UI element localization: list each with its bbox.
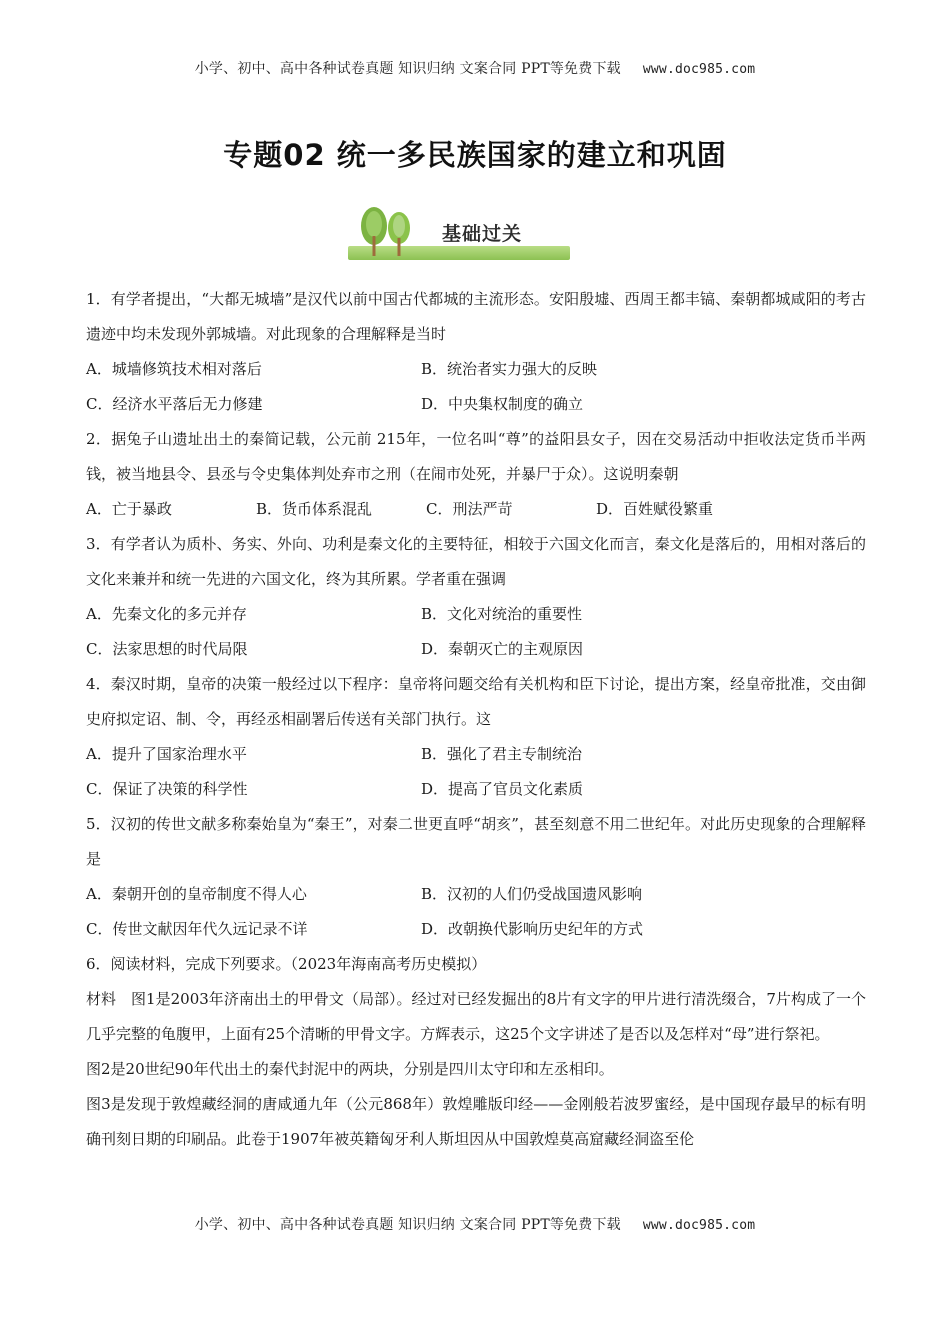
question-stem: 6．阅读材料，完成下列要求。（2023年海南高考历史模拟） (86, 955, 487, 973)
option-b[interactable]: B．汉初的人们仍受战国遗风影响 (421, 885, 643, 903)
question-stem: 4．秦汉时期，皇帝的决策一般经过以下程序：皇帝将问题交给有关机构和臣下讨论，提出方案，经皇帝批准，交由御史府拟定诏、制、令，再经丞相副署后传送有关部门执行。这 (86, 675, 866, 728)
page-footer (0, 1214, 950, 1234)
option-a[interactable]: A．亡于暴政 (86, 500, 172, 518)
option-d[interactable]: D．改朝换代影响历史纪年的方式 (421, 920, 644, 938)
tree-icon (352, 206, 440, 258)
question-stem: 2．据兔子山遗址出土的秦简记载，公元前 215年，一位名叫“尊”的益阳县女子，因在交易活动中拒收法定货币半两钱，被当地县令、县丞与令史集体判处弃市之刑（在闹市处死，并暴尸于众）。这说明秦朝 (86, 430, 866, 483)
question-6 (86, 947, 866, 1157)
question-3 (86, 527, 866, 667)
option-c[interactable]: C．法家思想的时代局限 (86, 640, 248, 658)
option-b[interactable]: B．文化对统治的重要性 (421, 605, 583, 623)
option-c[interactable]: C．传世文献因年代久远记录不详 (86, 920, 308, 938)
option-a[interactable]: A．提升了国家治理水平 (86, 745, 247, 763)
option-group (86, 352, 866, 422)
question-4 (86, 667, 866, 807)
material-paragraph: 材料 图1是2003年济南出土的甲骨文（局部）。经过对已经发掘出的8片有文字的甲片进行清洗缀合，7片构成了一个几乎完整的龟腹甲，上面有25个清晰的甲骨文字。方辉表示，这25个文字讲述了是否以及怎样对“母”进行祭祀。 (86, 990, 866, 1043)
option-group (86, 492, 866, 527)
page-title: 专题02 统一多民族国家的建立和巩固 (223, 138, 727, 172)
option-b[interactable]: B．货币体系混乱 (256, 500, 373, 518)
option-c[interactable]: C．保证了决策的科学性 (86, 780, 248, 798)
option-a[interactable]: A．城墙修筑技术相对落后 (86, 360, 262, 378)
option-d[interactable]: D．中央集权制度的确立 (421, 395, 584, 413)
option-group (86, 737, 866, 807)
banner-label: 基础过关 (442, 223, 523, 245)
header-url[interactable]: www.doc985.com (642, 62, 756, 77)
header-text: 小学、初中、高中各种试卷真题 知识归纳 文案合同 PPT等免费下载 (194, 61, 621, 77)
option-c[interactable]: C．经济水平落后无力修建 (86, 395, 263, 413)
question-stem: 5．汉初的传世文献多称秦始皇为“秦王”，对秦二世更直呼“胡亥”，甚至刻意不用二世纪年。对此历史现象的合理解释是 (86, 815, 866, 868)
option-b[interactable]: B．统治者实力强大的反映 (421, 360, 598, 378)
question-2 (86, 422, 866, 527)
page-header (0, 58, 950, 78)
option-a[interactable]: A．先秦文化的多元并存 (86, 605, 247, 623)
footer-url[interactable]: www.doc985.com (642, 1218, 756, 1233)
option-d[interactable]: D．百姓赋役繁重 (596, 500, 714, 518)
question-stem: 1．有学者提出，“大都无城墙”是汉代以前中国古代都城的主流形态。安阳殷墟、西周王都丰镐、秦朝都城咸阳的考古遗迹中均未发现外郭城墙。对此现象的合理解释是当时 (86, 290, 866, 343)
material-paragraph: 图3是发现于敦煌藏经洞的唐咸通九年（公元868年）敦煌雕版印经——金刚般若波罗蜜经，是中国现存最早的标有明确刊刻日期的印刷品。此卷于1907年被英籍匈牙利人斯坦因从中国敦煌莫高窟藏经洞盗至伦 (86, 1095, 866, 1148)
question-5 (86, 807, 866, 947)
option-group (86, 597, 866, 667)
question-1 (86, 282, 866, 422)
option-a[interactable]: A．秦朝开创的皇帝制度不得人心 (86, 885, 307, 903)
option-c[interactable]: C．刑法严苛 (426, 500, 513, 518)
option-d[interactable]: D．秦朝灭亡的主观原因 (421, 640, 584, 658)
footer-text: 小学、初中、高中各种试卷真题 知识归纳 文案合同 PPT等免费下载 (194, 1217, 621, 1233)
option-b[interactable]: B．强化了君主专制统治 (421, 745, 583, 763)
question-list (86, 282, 866, 1157)
option-group (86, 877, 866, 947)
option-d[interactable]: D．提高了官员文化素质 (421, 780, 584, 798)
material-paragraph: 图2是20世纪90年代出土的秦代封泥中的两块，分别是四川太守印和左丞相印。 (86, 1060, 614, 1078)
question-stem: 3．有学者认为质朴、务实、外向、功利是秦文化的主要特征，相较于六国文化而言，秦文化是落后的，用相对落后的文化来兼并和统一先进的六国文化，终为其所累。学者重在强调 (86, 535, 866, 588)
section-banner (348, 206, 570, 262)
